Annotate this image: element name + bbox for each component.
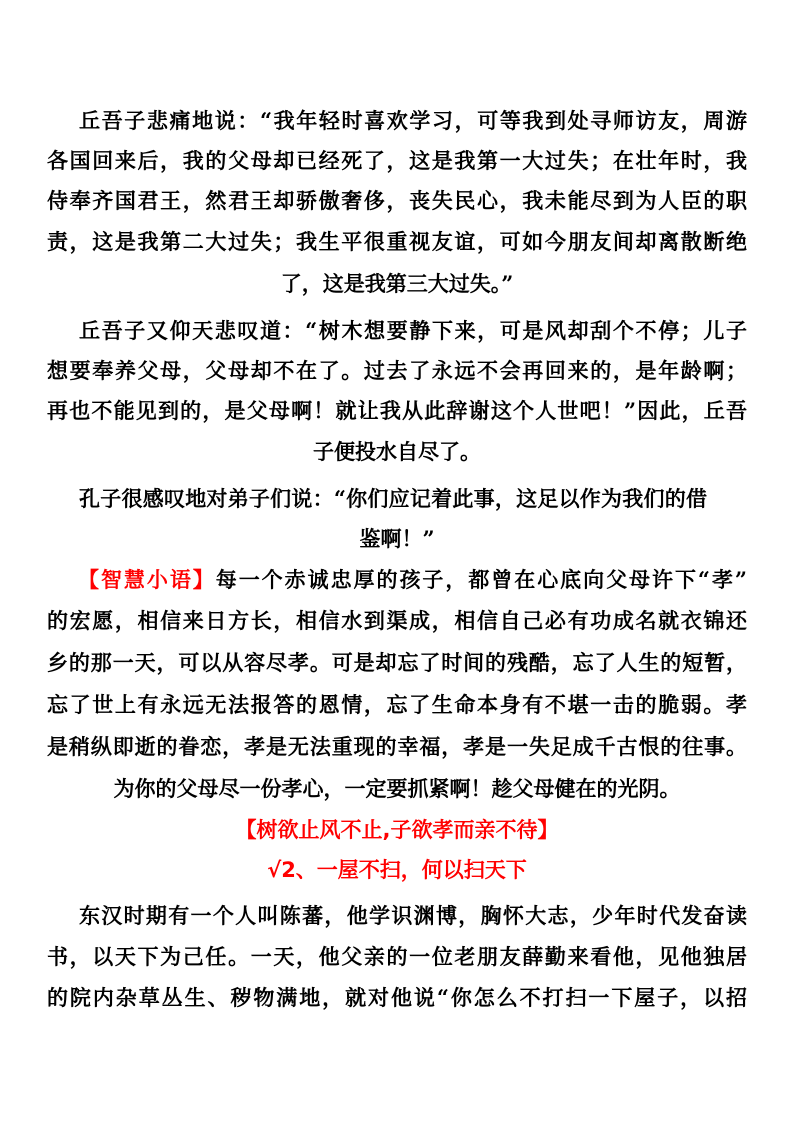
paragraph-line: 书，以天下为己任。一天，他父亲的一位老朋友薛勤来看他，见他独居: [47, 944, 747, 969]
paragraph-line: 侍奉齐国君王，然君王却骄傲奢侈，丧失民心，我未能尽到为人臣的职: [47, 188, 747, 213]
paragraph-line: 丘吾子又仰天悲叹道：“树木想要静下来，可是风却刮个不停；儿子: [79, 318, 747, 343]
paragraph-line: 乡的那一天，可以从容尽孝。可是却忘了时间的残酷，忘了人生的短暂，: [47, 650, 747, 675]
paragraph-line: 的院内杂草丛生、秽物满地，就对他说“你怎么不打扫一下屋子，以招: [47, 985, 747, 1010]
paragraph-line: 丘吾子悲痛地说：“我年轻时喜欢学习，可等我到处寻师访友，周游: [79, 108, 747, 133]
wisdom-label: 【智慧小语】: [78, 568, 216, 592]
paragraph-line: 责，这是我第二大过失；我生平很重视友谊，可如今朋友间却离散断绝: [47, 229, 747, 254]
paragraph-line: 忘了世上有永远无法报答的恩情，忘了生命本身有不堪一击的脆弱。孝: [47, 692, 747, 717]
paragraph-line: 是稍纵即逝的眷恋，孝是无法重现的幸福，孝是一失足成千古恨的往事。: [47, 734, 747, 759]
paragraph-line: 各国回来后，我的父母却已经死了，这是我第一大过失；在壮年时，我: [47, 148, 747, 173]
paragraph-line: 孔子很感叹地对弟子们说：“你们应记着此事，这足以作为我们的借: [79, 486, 707, 511]
paragraph-line: 了，这是我第三大过失。”: [280, 271, 514, 296]
paragraph-line: 为你的父母尽一份孝心，一定要抓紧啊！趁父母健在的光阴。: [113, 776, 681, 801]
proverb-heading: 【树欲止风不止,子欲孝而亲不待】: [235, 818, 559, 842]
paragraph-line: 子便投水自尽了。: [313, 439, 481, 464]
paragraph-line: 鉴啊！”: [359, 526, 435, 551]
wisdom-first-line: [0, 560, 794, 600]
wisdom-text: 每一个赤诚忠厚的孩子，都曾在心底向父母许下“孝”: [215, 567, 748, 592]
paragraph-line: 再也不能见到的，是父母啊！就让我从此辞谢这个人世吧！”因此，丘吾: [47, 398, 747, 423]
paragraph-line: 的宏愿，相信来日方长，相信水到渠成，相信自己必有功成名就衣锦还: [47, 608, 747, 633]
paragraph-line: 想要奉养父母，父母却不在了。过去了永远不会再回来的，是年龄啊；: [47, 358, 747, 383]
section-title: √2、一屋不扫，何以扫天下: [267, 858, 527, 882]
paragraph-line: 东汉时期有一个人叫陈蕃，他学识渊博，胸怀大志，少年时代发奋读: [79, 903, 747, 928]
